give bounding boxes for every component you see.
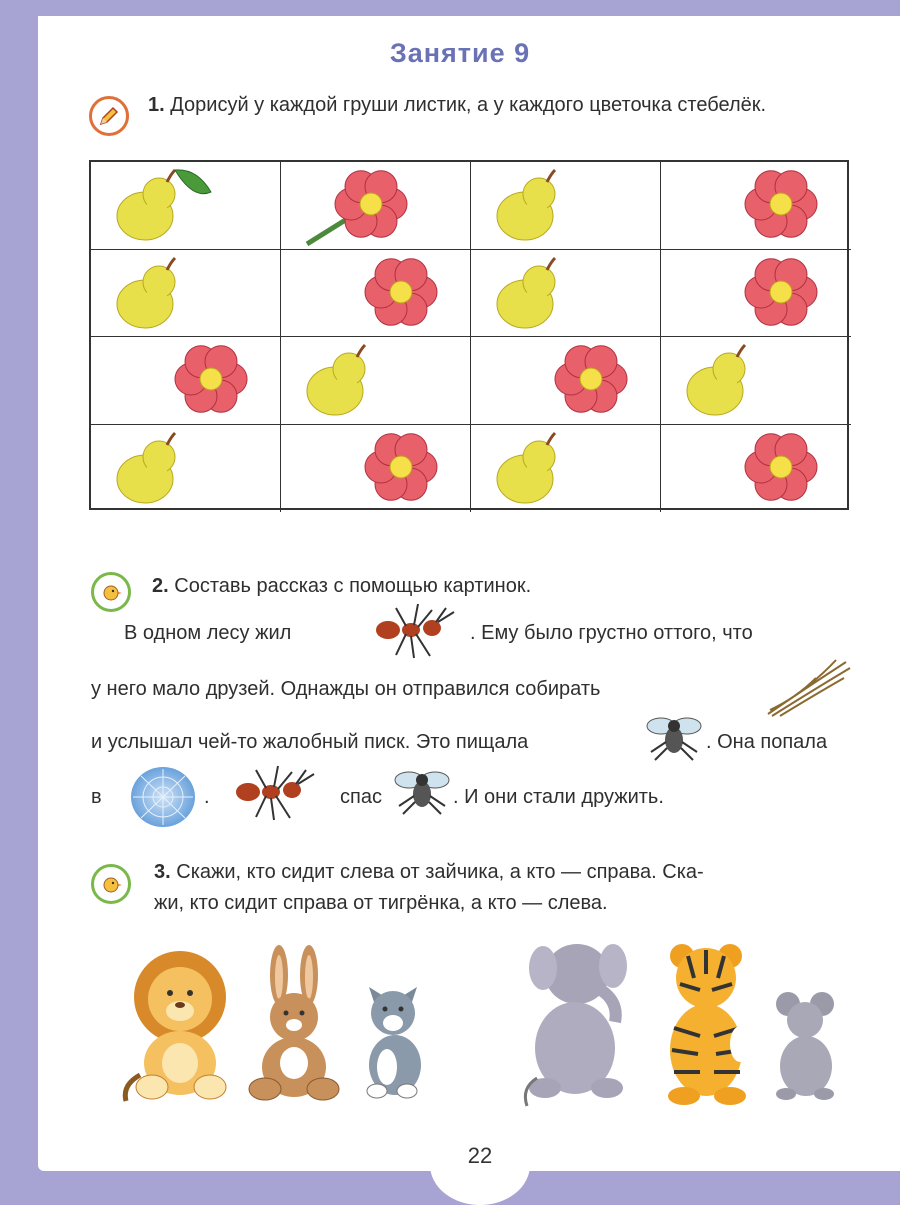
drawing-grid — [89, 160, 849, 510]
dry-grass-icon — [766, 658, 852, 718]
grid-cell — [91, 250, 281, 338]
page-number-tab — [430, 1125, 530, 1205]
flower-illustration — [711, 164, 831, 248]
grid-cell — [471, 425, 661, 513]
tiger-toy-illustration — [660, 938, 760, 1108]
chick-icon — [91, 864, 131, 904]
story-line-3b: . Она попала — [706, 731, 828, 753]
pear-illustration — [101, 252, 221, 336]
story-line-3a: и услышал чей-то жалобный писк. Это пищала — [91, 731, 529, 753]
hare-toy-illustration — [243, 945, 347, 1105]
lion-toy-illustration — [118, 945, 236, 1105]
grid-cell — [281, 162, 471, 250]
elephant-toy-illustration — [515, 938, 635, 1108]
grid-cell — [661, 250, 851, 338]
pear-illustration — [671, 339, 791, 423]
grid-cell — [91, 162, 281, 250]
flower-illustration — [521, 339, 641, 423]
grid-cell — [471, 162, 661, 250]
flower-with-stem-illustration — [301, 164, 421, 248]
task3-line2: жи, кто сидит справа от тигрёнка, а кто — слева. — [154, 892, 608, 914]
flower-illustration — [331, 252, 451, 336]
mouse-toy-illustration — [772, 990, 842, 1100]
grid-cell — [471, 337, 661, 425]
task2-number: 2. — [152, 575, 169, 597]
chick-icon — [91, 572, 131, 612]
flower-illustration — [711, 252, 831, 336]
pencil-icon — [89, 96, 129, 136]
task1-text: Дорисуй у каждой груши листик, а у каждого цветочка стебелёк. — [170, 94, 767, 116]
page-title: Занятие 9 — [389, 38, 531, 68]
flower-illustration — [711, 427, 831, 511]
grid-cell — [281, 425, 471, 513]
story-line-1a: В одном лесу жил — [124, 622, 292, 644]
ant-icon — [226, 762, 326, 822]
pear-illustration — [481, 164, 601, 248]
page-number: 22 — [467, 1143, 493, 1168]
story-line-1b: . Ему было грустно оттого, что — [470, 622, 753, 644]
pear-illustration — [291, 339, 411, 423]
kitten-toy-illustration — [355, 975, 435, 1100]
grid-cell — [661, 337, 851, 425]
spider-web-icon — [128, 764, 198, 830]
task2-instruction — [152, 571, 531, 602]
task3-line1: Скажи, кто сидит слева от зайчика, а кто — справа. Ска- — [176, 861, 704, 883]
story-line-4d: . И они стали дружить. — [453, 786, 664, 808]
task3-instruction — [154, 857, 854, 919]
fly-icon — [641, 708, 707, 764]
grid-cell — [471, 250, 661, 338]
flower-illustration — [141, 339, 261, 423]
pear-illustration — [101, 427, 221, 511]
story-line-2: у него мало друзей. Однажды он отправился собирать — [91, 678, 601, 700]
grid-cell — [281, 250, 471, 338]
task1-number: 1. — [148, 94, 165, 116]
flower-illustration — [331, 427, 451, 511]
ant-icon — [366, 600, 466, 660]
grid-cell — [281, 337, 471, 425]
fly-icon — [389, 762, 455, 818]
grid-cell — [91, 425, 281, 513]
pear-illustration — [481, 252, 601, 336]
task3-number: 3. — [154, 861, 171, 883]
story-line-4c: спас — [340, 786, 382, 808]
task1-instruction — [148, 90, 848, 121]
pear-with-leaf-illustration — [101, 164, 221, 248]
grid-cell — [91, 337, 281, 425]
grid-cell — [661, 425, 851, 513]
pear-illustration — [481, 427, 601, 511]
story-line-4a: в — [91, 786, 102, 808]
story-line-4b: . — [204, 786, 210, 808]
task2-text: Составь рассказ с помощью картинок. — [174, 575, 532, 597]
grid-cell — [661, 162, 851, 250]
